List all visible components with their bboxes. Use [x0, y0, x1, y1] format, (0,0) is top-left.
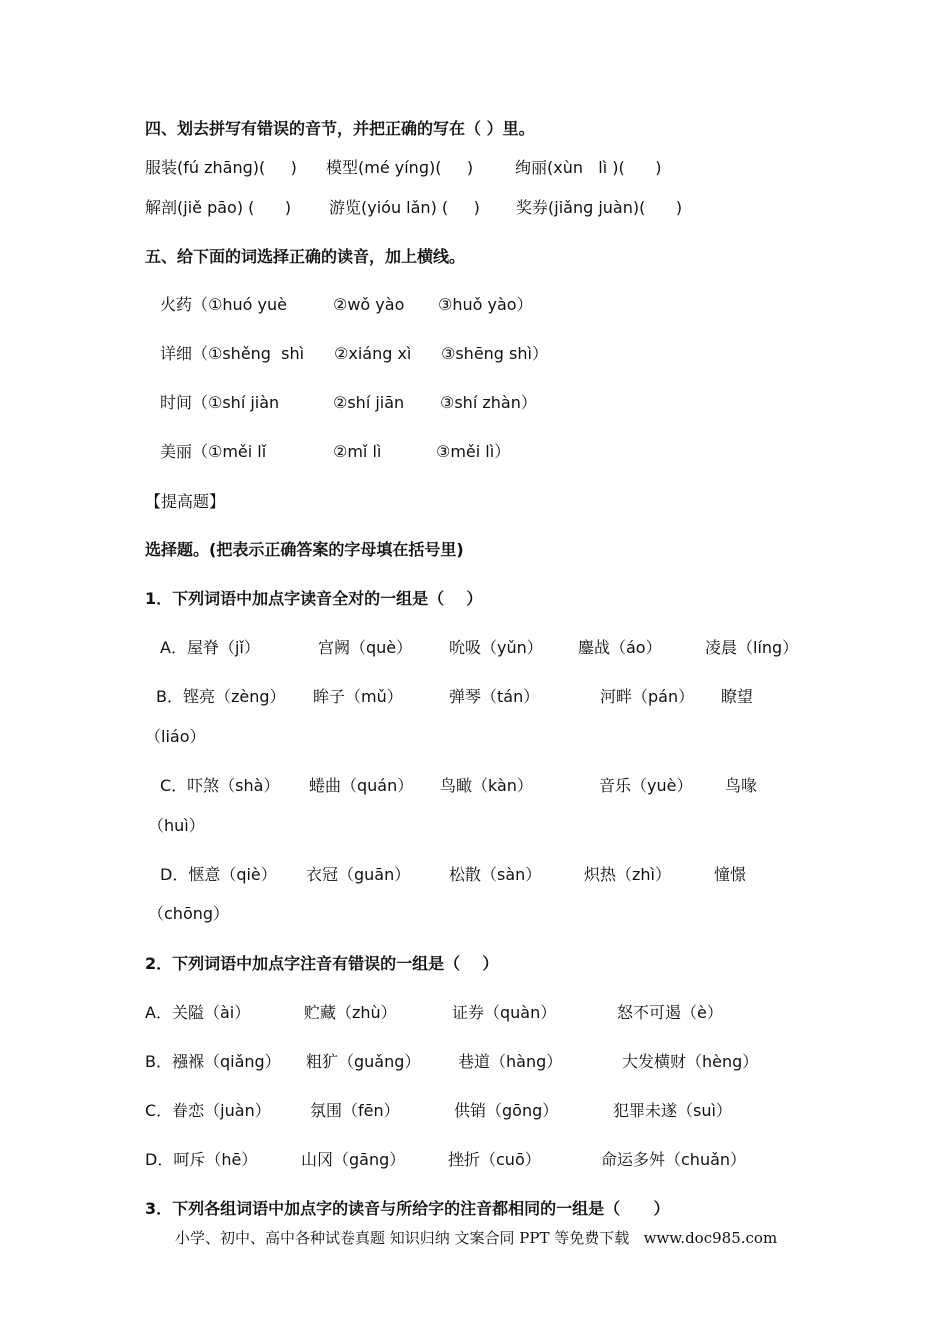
s5-option: ②shí jiān [333, 393, 405, 412]
q1-d-wrap: （chōng） [148, 904, 230, 923]
q2-d-item: 挫折（cuō） [448, 1150, 541, 1169]
q1-c-item: 鸟喙 [725, 776, 758, 795]
s4-item: 模型(mé yínɡ)( ) [326, 158, 474, 177]
q1-c-item: 蜷曲（quán） [309, 776, 414, 795]
s5-option: ②mǐ lì [333, 442, 382, 461]
q2-a-item: 证券（quàn） [452, 1003, 557, 1022]
q2-b-item: B．襁褓（qiǎng） [145, 1052, 281, 1071]
q2-a-item: 怒不可遏（è） [617, 1003, 723, 1022]
q1-c-item: C．吓煞（shà） [160, 776, 280, 795]
q1-c-item: 鸟瞰（kàn） [440, 776, 533, 795]
s5-option: ②wǒ yào [333, 295, 405, 314]
s5-option: ③měi lì） [436, 442, 511, 461]
q1-a-item: A．屋脊（jǐ） [160, 638, 260, 657]
s5-option: ②xiáng xì [334, 344, 412, 363]
q1-a-item: 凌晨（líng） [705, 638, 799, 657]
q1-c-wrap: （huì） [148, 816, 205, 835]
s4-item: 奖券(jiǎnɡ juàn)( ) [516, 198, 683, 217]
q1-a-item: 鏖战（áo） [578, 638, 662, 657]
q1-b-item: 弹琴（tán） [449, 687, 540, 706]
q1-b-item: 河畔（pán） [600, 687, 695, 706]
q2-c-item: 氛围（fēn） [310, 1101, 400, 1120]
s5-option: ③shēng shì） [441, 344, 548, 363]
q2-b-item: 大发横财（hèng） [622, 1052, 759, 1071]
q2-c-item: C．眷恋（juàn） [145, 1101, 271, 1120]
q1-d-item: 松散（sàn） [449, 865, 542, 884]
q1-b-wrap: （liáo） [145, 727, 206, 746]
q1-d-item: 炽热（zhì） [584, 865, 671, 884]
q1-d-item: 衣冠（guān） [306, 865, 411, 884]
q2-a-item: 贮藏（zhù） [304, 1003, 397, 1022]
q2-d-item: D．呵斥（hē） [145, 1150, 258, 1169]
advanced-heading: 【提高题】 [145, 492, 226, 511]
q2-b-item: 粗犷（guǎng） [306, 1052, 421, 1071]
section-5-heading: 五、给下面的词选择正确的读音，加上横线。 [145, 247, 466, 266]
s4-item: 解剖(jiě pāo) ( ) [145, 198, 292, 217]
s5-word: 火药（①huó yuè [160, 295, 287, 314]
q2-d-item: 山冈（gāng） [301, 1150, 406, 1169]
q1-c-item: 音乐（yuè） [599, 776, 693, 795]
q1-a-item: 宫阙（què） [318, 638, 413, 657]
q2-a-item: A．关隘（ài） [145, 1003, 251, 1022]
q2-c-item: 供销（gōng） [454, 1101, 559, 1120]
q1-b-item: 眸子（mǔ） [313, 687, 403, 706]
q2-c-item: 犯罪未遂（suì） [613, 1101, 732, 1120]
choice-instruction: 选择题。(把表示正确答案的字母填在括号里) [145, 540, 464, 559]
s5-word: 详细（①shěng shì [160, 344, 305, 363]
q1-d-item: D．惬意（qiè） [160, 865, 277, 884]
s4-item: 绚丽(xùn lì )( ) [515, 158, 662, 177]
q2-d-item: 命运多舛（chuǎn） [601, 1150, 747, 1169]
s4-item: 服装(fú zhānɡ)( ) [145, 158, 297, 177]
q1-b-item: B．铿亮（zèng） [156, 687, 286, 706]
s5-option: ③shí zhàn） [440, 393, 537, 412]
question-2: 2．下列词语中加点字注音有错误的一组是（ ） [145, 954, 499, 973]
section-4-heading: 四、划去拼写有错误的音节，并把正确的写在（ ）里。 [145, 119, 535, 138]
s5-word: 时间（①shí jiàn [160, 393, 280, 412]
s4-item: 游览(yióu lǎn) ( ) [329, 198, 480, 217]
q1-a-item: 吮吸（yǔn） [449, 638, 543, 657]
s5-word: 美丽（①měi lǐ [160, 442, 267, 461]
q1-b-item: 瞭望 [721, 687, 754, 706]
footer-text: 小学、初中、高中各种试卷真题 知识归纳 文案合同 PPT 等免费下载 www.doc985.com [175, 1229, 778, 1247]
question-3: 3．下列各组词语中加点字的读音与所给字的注音都相同的一组是（ ） [145, 1199, 670, 1218]
q2-b-item: 巷道（hàng） [458, 1052, 563, 1071]
question-1: 1．下列词语中加点字读音全对的一组是（ ） [145, 589, 483, 608]
s5-option: ③huǒ yào） [438, 295, 533, 314]
q1-d-item: 憧憬 [714, 865, 747, 884]
